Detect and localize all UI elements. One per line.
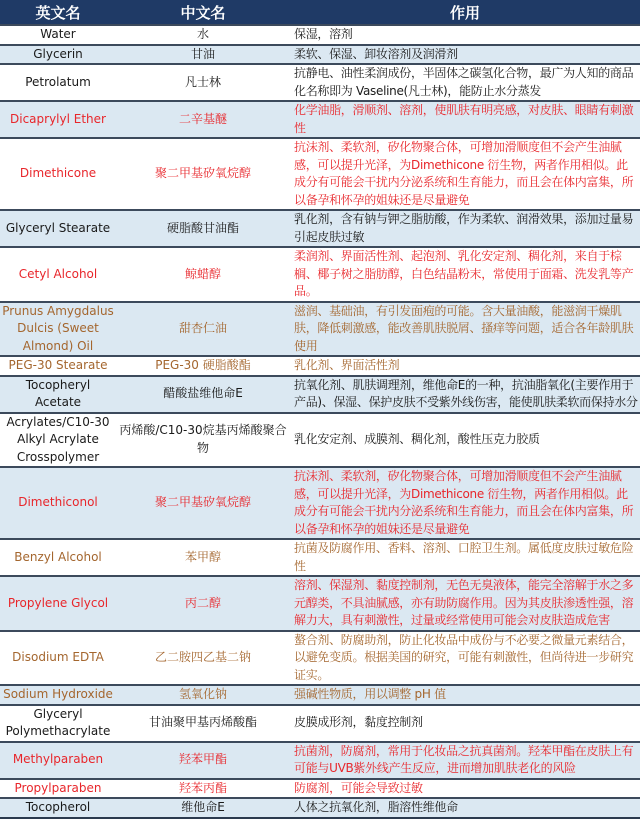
english-name-cell: Methylparaben <box>0 742 116 779</box>
english-name-cell: Glyceryl Polymethacrylate <box>0 705 116 742</box>
table-row <box>0 45 640 65</box>
chinese-name-cell: 水 <box>116 25 290 45</box>
function-cell: 溶剂、保湿剂、黏度控制剂，无色无臭液体，能完全溶解于水之多元醇类，不具油腻感，亦有助防腐作用。因为其皮肤渗透性强，溶解力大，具有刺激性，过量或经常使用可能会对皮肤造成危害 <box>290 576 640 631</box>
english-name-cell: Propylene Glycol <box>0 576 116 631</box>
function-cell: 柔润剂、界面活性剂、起泡剂、乳化安定剂、稠化剂，来自于棕榈、椰子树之脂肪醇，白色结晶粉末，常使用于面霜、洗发乳等产品。 <box>290 247 640 302</box>
table-row <box>0 247 640 302</box>
english-name-cell: Tocopheryl Acetate <box>0 376 116 413</box>
chinese-name-cell: 羟苯甲酯 <box>116 742 290 779</box>
function-cell: 抗沫剂、柔软剂，矽化物聚合体，可增加滑顺度但不会产生油腻感，可以提升光泽，为Dimethicone 衍生物，两者作用相似。此成分有可能会干扰内分泌系统和生育能力，而且会在体内富集，所以备孕和怀孕的姐妹还是尽量避免 <box>290 467 640 539</box>
table-row <box>0 101 640 138</box>
chinese-name-cell: 丙烯酸/C10-30烷基丙烯酸聚合物 <box>116 413 290 468</box>
table-row <box>0 356 640 376</box>
english-name-cell: Petrolatum <box>0 64 116 101</box>
function-cell: 人体之抗氧化剂，脂溶性维他命 <box>290 798 640 818</box>
english-name-cell: Dimethicone <box>0 138 116 210</box>
function-cell: 乳化安定剂、成膜剂、稠化剂，酸性压克力胶质 <box>290 413 640 468</box>
function-cell: 保湿，溶剂 <box>290 25 640 45</box>
chinese-name-cell: 甘油聚甲基丙烯酸酯 <box>116 705 290 742</box>
table-row <box>0 64 640 101</box>
chinese-name-cell: 醋酸盐维他命E <box>116 376 290 413</box>
english-name-cell: Dicaprylyl Ether <box>0 101 116 138</box>
function-cell: 柔软、保湿、卸妆溶剂及润滑剂 <box>290 45 640 65</box>
chinese-name-cell: 二辛基醚 <box>116 101 290 138</box>
table-row <box>0 25 640 45</box>
table-row <box>0 210 640 247</box>
chinese-name-cell: PEG-30 硬脂酸酯 <box>116 356 290 376</box>
function-cell: 螯合剂、防腐助剂，防止化妆品中成份与不必要之微量元素结合，以避免变质。根据美国的研究，可能有刺激性，但尚待进一步研究证实。 <box>290 631 640 686</box>
table-row <box>0 631 640 686</box>
english-name-cell: Tocopherol <box>0 798 116 818</box>
chinese-name-cell: 聚二甲基矽氧烷醇 <box>116 467 290 539</box>
header-function: 作用 <box>290 0 640 25</box>
header-english-name: 英文名 <box>0 0 116 25</box>
chinese-name-cell: 硬脂酸甘油酯 <box>116 210 290 247</box>
function-cell: 皮膜成形剂，黏度控制剂 <box>290 705 640 742</box>
table-row <box>0 779 640 799</box>
function-cell: 抗静电、油性柔润成份，半固体之碳氢化合物，最广为人知的商品化名称即为 Vaseline(凡士林)，能防止水分蒸发 <box>290 64 640 101</box>
english-name-cell: PEG-30 Stearate <box>0 356 116 376</box>
table-row <box>0 705 640 742</box>
english-name-cell: Dimethiconol <box>0 467 116 539</box>
table-row <box>0 376 640 413</box>
function-cell: 强碱性物质，用以调整 pH 值 <box>290 685 640 705</box>
english-name-cell: Acrylates/C10-30 Alkyl Acrylate Crosspolymer <box>0 413 116 468</box>
table-row <box>0 467 640 539</box>
header-chinese-name: 中文名 <box>116 0 290 25</box>
function-cell: 抗菌剂，防腐剂，常用于化妆品之抗真菌剂。羟苯甲酯在皮肤上有可能与UVB紫外线产生反应，进而增加肌肤老化的风险 <box>290 742 640 779</box>
table-row <box>0 576 640 631</box>
table-row <box>0 138 640 210</box>
function-cell: 抗沫剂、柔软剂，矽化物聚合体，可增加滑顺度但不会产生油腻感，可以提升光泽，为Dimethicone 衍生物，两者作用相似。此成分有可能会干扰内分泌系统和生育能力，而且会在体内富集，所以备孕和怀孕的姐妹还是尽量避免 <box>290 138 640 210</box>
english-name-cell: Water <box>0 25 116 45</box>
chinese-name-cell: 凡士林 <box>116 64 290 101</box>
english-name-cell: Glyceryl Stearate <box>0 210 116 247</box>
chinese-name-cell: 维他命E <box>116 798 290 818</box>
chinese-name-cell: 氢氧化钠 <box>116 685 290 705</box>
chinese-name-cell: 甜杏仁油 <box>116 302 290 357</box>
english-name-cell: Sodium Hydroxide <box>0 685 116 705</box>
table-row <box>0 413 640 468</box>
function-cell: 防腐剂，可能会导致过敏 <box>290 779 640 799</box>
function-cell: 抗菌及防腐作用、香料、溶剂、口腔卫生剂。属低度皮肤过敏危险性 <box>290 539 640 576</box>
function-cell: 滋润、基础油，有引发面疱的可能。含大量油酸，能滋润干燥肌肤，降低刺激感，能改善肌肤脱屑、搔痒等问题，适合各年龄肌肤使用 <box>290 302 640 357</box>
function-cell: 乳化剂，含有钠与钾之脂肪酸，作为柔软、润滑效果，添加过量易引起皮肤过敏 <box>290 210 640 247</box>
english-name-cell: Benzyl Alcohol <box>0 539 116 576</box>
chinese-name-cell: 羟苯丙酯 <box>116 779 290 799</box>
chinese-name-cell: 苯甲醇 <box>116 539 290 576</box>
table-body <box>0 25 640 818</box>
english-name-cell: Glycerin <box>0 45 116 65</box>
chinese-name-cell: 聚二甲基矽氧烷醇 <box>116 138 290 210</box>
table-row <box>0 798 640 818</box>
table-header-row <box>0 0 640 25</box>
chinese-name-cell: 乙二胺四乙基二钠 <box>116 631 290 686</box>
english-name-cell: Cetyl Alcohol <box>0 247 116 302</box>
table-row <box>0 742 640 779</box>
table-row <box>0 685 640 705</box>
chinese-name-cell: 丙二醇 <box>116 576 290 631</box>
english-name-cell: Disodium EDTA <box>0 631 116 686</box>
chinese-name-cell: 甘油 <box>116 45 290 65</box>
chinese-name-cell: 鲸蜡醇 <box>116 247 290 302</box>
function-cell: 化学油脂，滑顺剂、溶剂，使肌肤有明亮感，对皮肤、眼睛有刺激性 <box>290 101 640 138</box>
function-cell: 抗氧化剂、肌肤调理剂，维他命E的一种，抗油脂氧化(主要作用于产品)、保湿、保护皮肤不受紫外线伤害，能使肌肤柔软而保持水分 <box>290 376 640 413</box>
table-row <box>0 539 640 576</box>
table-row <box>0 302 640 357</box>
function-cell: 乳化剂、界面活性剂 <box>290 356 640 376</box>
english-name-cell: Propylparaben <box>0 779 116 799</box>
english-name-cell: Prunus Amygdalus Dulcis (Sweet Almond) Oil <box>0 302 116 357</box>
